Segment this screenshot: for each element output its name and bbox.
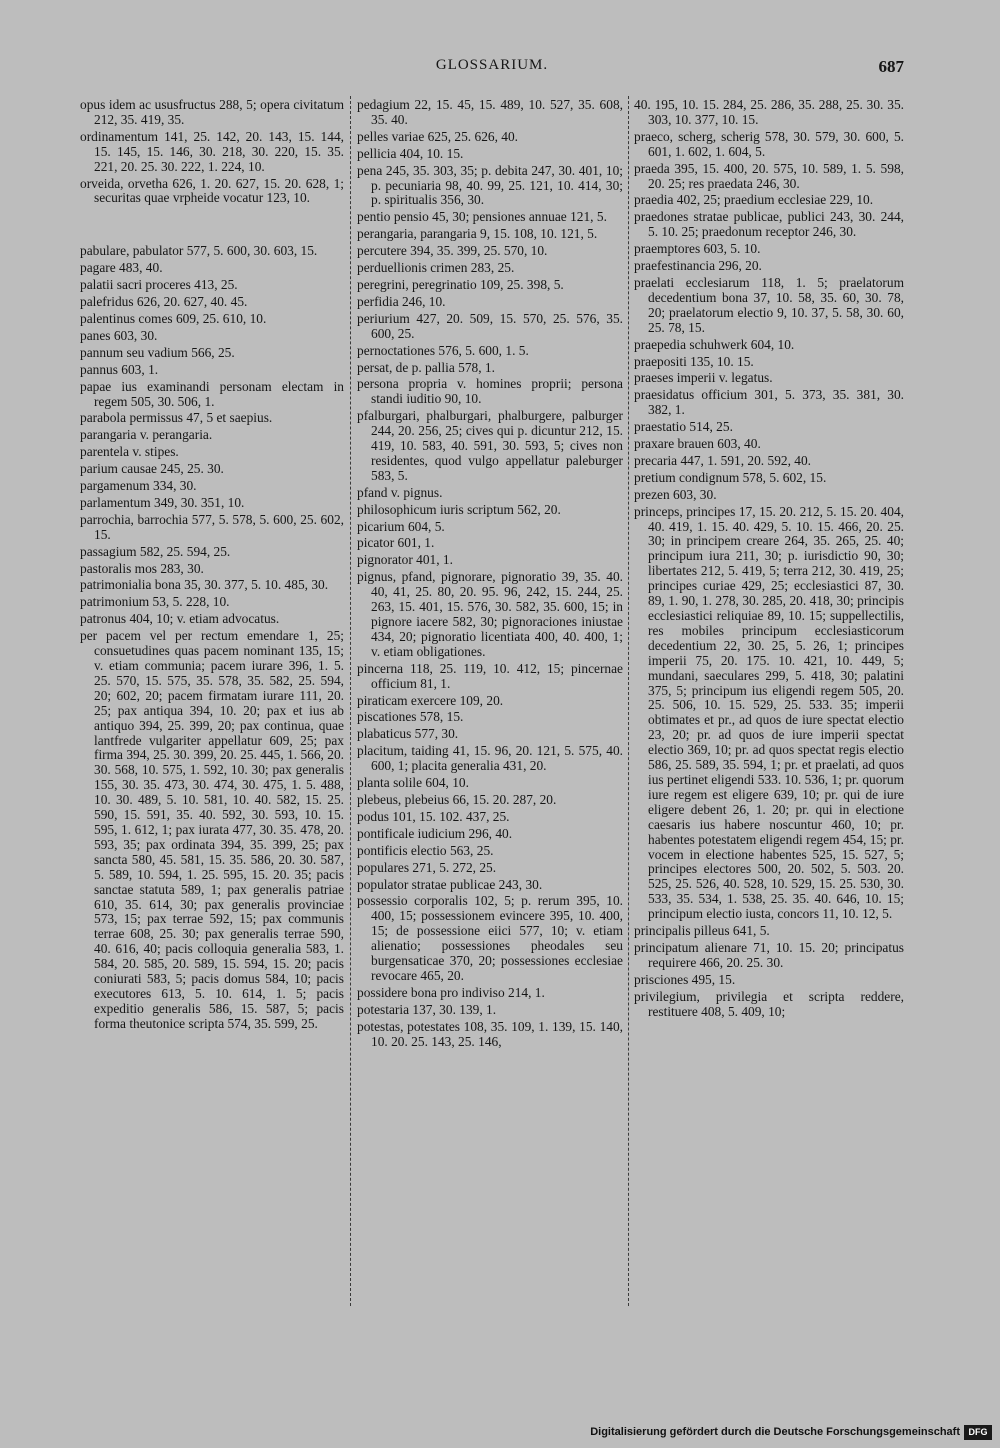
- glossary-column-3: [634, 98, 904, 1021]
- glossary-column-1: [80, 98, 344, 1034]
- glossary-entry: pena 245, 35. 303, 35; p. debita 247, 30. 401, 10; p. pecuniaria 98, 40. 99, 25. 121, 10. 414, 30; p. spiritualis 356, 30.: [357, 162, 623, 208]
- glossary-entry: pellicia 404, 10. 15.: [357, 145, 464, 161]
- glossary-entry: praedia 402, 25; praedium ecclesiae 229, 10.: [634, 192, 874, 208]
- glossary-entry: perfidia 246, 10.: [357, 293, 446, 309]
- glossary-entry: plebeus, plebeius 66, 15. 20. 287, 20.: [357, 791, 557, 807]
- glossary-entry: praemptores 603, 5. 10.: [634, 241, 761, 257]
- glossary-entry: praeda 395, 15. 400, 20. 575, 10. 589, 1. 5. 598, 20. 25; res praedata 246, 30.: [634, 160, 904, 191]
- glossary-entry: parlamentum 349, 30. 351, 10.: [80, 494, 245, 510]
- glossary-entry: praelati ecclesiarum 118, 1. 5; praelatorum decedentium bona 37, 10. 58, 35. 60, 30. 78, 20; praelatorum electio 9, 10. 37, 5. 58, 30. 60, 25. 78, 15.: [634, 274, 904, 335]
- glossary-entry: parrochia, barrochia 577, 5. 578, 5. 600, 25. 602, 15.: [80, 511, 344, 542]
- glossary-entry: possidere bona pro indiviso 214, 1.: [357, 984, 545, 1000]
- glossary-entry: pignus, pfand, pignorare, pignoratio 39, 35. 40. 40, 41, 25. 80, 20. 95. 96, 242, 15. 244, 25. 263, 15. 401, 15. 576, 30. 582, 35. 600, 15; in pignore iacere 582, 30; pignoraciones iniustae 434, 20; pignoratio licentiata 400, 40. 400, 1; v. etiam obligationes.: [357, 569, 623, 659]
- glossary-entry: planta solile 604, 10.: [357, 775, 469, 791]
- glossary-entry: pannus 603, 1.: [80, 361, 159, 377]
- glossary-entry: parangaria v. perangaria.: [80, 427, 213, 443]
- glossary-entry: passagium 582, 25. 594, 25.: [80, 543, 231, 559]
- glossary-entry: potestaria 137, 30. 139, 1.: [357, 1001, 497, 1017]
- glossary-entry: placitum, taiding 41, 15. 96, 20. 121, 5. 575, 40. 600, 1; placita generalia 431, 20.: [357, 743, 623, 774]
- glossary-entry: pincerna 118, 25. 119, 10. 412, 15; pincernae officium 81, 1.: [357, 660, 623, 691]
- glossary-entry: praepositi 135, 10. 15.: [634, 353, 754, 369]
- glossary-entry: podus 101, 15. 102. 437, 25.: [357, 808, 510, 824]
- glossary-entry: pelles variae 625, 25. 626, 40.: [357, 128, 519, 144]
- glossary-entry: 40. 195, 10. 15. 284, 25. 286, 35. 288, 25. 30. 35. 303, 10. 377, 10. 15.: [634, 97, 904, 127]
- glossary-entry: persat, de p. pallia 578, 1.: [357, 359, 495, 375]
- glossary-entry: parentela v. stipes.: [80, 444, 179, 460]
- glossary-entry: pastoralis mos 283, 30.: [80, 560, 204, 576]
- glossary-entry: picator 601, 1.: [357, 535, 435, 551]
- glossary-entry: philosophicum iuris scriptum 562, 20.: [357, 501, 561, 517]
- glossary-entry: pontificale iudicium 296, 40.: [357, 825, 513, 841]
- glossary-entry: ordinamentum 141, 25. 142, 20. 143, 15. 144, 15. 145, 15. 146, 30. 218, 30. 220, 15. 35. 221, 20. 25. 30. 222, 1. 224, 10.: [80, 128, 344, 174]
- glossary-entry: pabulare, pabulator 577, 5. 600, 30. 603, 15.: [80, 243, 318, 259]
- glossary-entry: perduellionis crimen 283, 25.: [357, 260, 515, 276]
- glossary-entry: praedones stratae publicae, publici 243, 30. 244, 5. 10. 25; praedonum receptor 246, 30.: [634, 209, 904, 240]
- glossary-entry: picarium 604, 5.: [357, 518, 445, 534]
- glossary-entry: possessio corporalis 102, 5; p. rerum 395, 10. 400, 15; possessionem evincere 395, 10. 400, 15; de possessione eiici 577, 10; v. etiam alienatio; possessiones pheodales seu burgensaticae 370, 20; possessiones ecclesiae revocare 465, 20.: [357, 893, 623, 983]
- glossary-entry: papae ius examinandi personam electam in regem 505, 30. 506, 1.: [80, 378, 344, 409]
- funding-note: Digitalisierung gefördert durch die Deutsche Forschungsgemeinschaft: [590, 1426, 960, 1438]
- glossary-entry: pagare 483, 40.: [80, 260, 163, 276]
- running-head: GLOSSARIUM.: [435, 57, 549, 73]
- glossary-entry: praxare brauen 603, 40.: [634, 436, 761, 452]
- page-header: [80, 57, 904, 83]
- glossary-entry: pedagium 22, 15. 45, 15. 489, 10. 527, 35. 608, 35. 40.: [357, 97, 623, 127]
- glossary-entry: praestatio 514, 25.: [634, 419, 733, 435]
- glossary-entry: percutere 394, 35. 399, 25. 570, 10.: [357, 243, 548, 259]
- glossary-entry: palefridus 626, 20. 627, 40. 45.: [80, 294, 248, 310]
- glossary-entry: principatum alienare 71, 10. 15. 20; principatus requirere 466, 20. 25. 30.: [634, 939, 904, 970]
- glossary-entry: princeps, principes 17, 15. 20. 212, 5. 15. 20. 404, 40. 419, 1. 15. 40. 429, 5. 10. 15. 466, 20. 25. 30; in principem creare 264, 35. 265, 25. 40; principum iura 211, 30; p. iurisdictio 90, 30; libertates 212, 5. 419, 5; terra 212, 30. 419, 25; principes curiae 429, 25; ecclesiastici 87, 30. 89, 1. 90, 1. 278, 30. 285, 20. 418, 30; principis ecclesiastici reliquiae 89, 10. 15; suppellectilis, res mobiles principum ecclesiasticorum decedentium 22, 30. 25, 5. 26, 1; principes imperii 75, 20. 175. 10. 421, 10. 449, 5; mundani, saeculares 299, 5. 418, 30; palatini 375, 5; principum ius eligendi regem 505, 20. 25. 506, 10. 15. 529, 25. 533. 35; imperii obtimates et pr., ad quos de iure spectat electio 23, 20; pr. ad quos de iure imperii spectat electio 369, 10; pr. ad quos spectat regis electio 586, 25. 589, 35. 594, 1; pr. et praelati, ad quos ius pertinet eligendi 533. 10. 536, 1; pr. quorum iure regem est eligere 639, 10; pr. qui de iure eligere debent 26, 1. 20; pr. qui in electione caesaris ius habere noscuntur 460, 10; pr. habentes potestatem eligendi regem 454, 15; pr. vocem in electione habentes 525, 15. 527, 5; principes electores 500, 20. 502, 5. 503. 20. 525, 25. 526, 40. 528, 10. 529, 15. 25. 530, 30. 533, 35. 534, 1. 538, 25. 35. 40. 646, 10. 15; principum electio iusta, concors 11, 10. 12, 5.: [634, 503, 904, 922]
- glossary-entry: precaria 447, 1. 591, 20. 592, 40.: [634, 452, 812, 468]
- glossary-entry: piscationes 578, 15.: [357, 709, 464, 725]
- glossary-entry: pfalburgari, phalburgari, phalburgere, palburger 244, 20. 256, 25; cives qui p. dicuntur 212, 15. 419, 10. 583, 40. 591, 30. 593, 5; cives non residentes, quod vulgo appellatur paleburger 583, 5.: [357, 408, 623, 483]
- glossary-entry: prisciones 495, 15.: [634, 971, 736, 987]
- glossary-entry: pontificis electio 563, 25.: [357, 842, 494, 858]
- glossary-entry: principalis pilleus 641, 5.: [634, 923, 770, 939]
- glossary-entry: potestas, potestates 108, 35. 109, 1. 139, 15. 140, 10. 20. 25. 143, 25. 146,: [357, 1018, 623, 1049]
- glossary-entry: patronus 404, 10; v. etiam advocatus.: [80, 611, 280, 627]
- glossary-entry: pfand v. pignus.: [357, 484, 443, 500]
- glossary-entry: populator stratae publicae 243, 30.: [357, 876, 543, 892]
- glossary-entry: pannum seu vadium 566, 25.: [80, 344, 235, 360]
- glossary-entry: praeco, scherg, scherig 578, 30. 579, 30. 600, 5. 601, 1. 602, 1. 604, 5.: [634, 128, 904, 159]
- page-number: 687: [878, 57, 904, 76]
- glossary-entry: praepedia schuhwerk 604, 10.: [634, 336, 795, 352]
- glossary-entry: per pacem vel per rectum emendare 1, 25; consuetudines quas pacem nominant 135, 15; v. etiam communia; pacem iurare 396, 1. 5. 25. 570, 15. 575, 35. 578, 35. 582, 25. 594, 20; 602, 20; pacem firmatam iurare 111, 20. 25; pax antiqua 394, 10. 20; pax et ius ab antiquo 394, 25. 399, 20; pax continua, quae lantfrede vulgariter appellatur 609, 25; pax firma 394, 25. 30. 399, 20. 25. 445, 1. 566, 20. 30. 568, 10. 575, 1. 592, 10. 30; pax generalis 155, 30. 35. 473, 30. 474, 30. 475, 1. 5. 488, 10. 30. 489, 5. 10. 581, 10. 40. 582, 15. 25. 590, 15. 591, 35. 40. 592, 30. 593, 10. 15. 595, 1. 612, 1; pax iurata 477, 30. 35. 478, 20. 593, 35; pax ordinata 394, 35. 399, 25; pax sancta 580, 45. 581, 15. 35. 586, 20. 30. 587, 5. 589, 10. 594, 1. 25. 595, 15. 20. 35; pacis sanctae statuta 589, 1; pax generalis patriae 610, 35. 614, 30; pax generalis provinciae 573, 15; pax terrae 592, 15; pax communis terrae 608, 25. 30; pax generalis terrae 590, 40. 616, 40; pacis colloquia generalia 583, 1. 584, 20. 585, 20. 589, 15. 594, 15. 20; pacis coniurati 583, 5; pacis domus 584, 10; pacis executores 613, 5. 10. 614, 1. 5; pacis expeditio generalis 586, 15. 587, 5; pacis forma theutonice scripta 574, 35. 599, 25.: [80, 628, 344, 1031]
- glossary-entry: perangaria, parangaria 9, 15. 108, 10. 121, 5.: [357, 226, 598, 242]
- glossary-entry: praefestinancia 296, 20.: [634, 258, 762, 274]
- page-footer: [0, 1422, 1000, 1444]
- glossary-entry: panes 603, 30.: [80, 327, 158, 343]
- glossary-entry: persona propria v. homines proprii; persona standi iuditio 90, 10.: [357, 376, 623, 407]
- glossary-entry: pernoctationes 576, 5. 600, 1. 5.: [357, 342, 529, 358]
- glossary-entry: parabola permissus 47, 5 et saepius.: [80, 410, 273, 426]
- glossary-entry: palatii sacri proceres 413, 25.: [80, 277, 238, 293]
- glossary-entry: opus idem ac ususfructus 288, 5; opera civitatum 212, 35. 419, 35.: [80, 97, 344, 127]
- glossary-entry: pargamenum 334, 30.: [80, 478, 197, 494]
- column-divider: [628, 96, 629, 1306]
- glossary-entry: populares 271, 5. 272, 25.: [357, 859, 497, 875]
- glossary-entry: patrimonium 53, 5. 228, 10.: [80, 594, 230, 610]
- glossary-entry: prezen 603, 30.: [634, 486, 717, 502]
- glossary-entry: praeses imperii v. legatus.: [634, 370, 773, 386]
- glossary-column-2: [357, 98, 623, 1051]
- glossary-entry: parium causae 245, 25. 30.: [80, 461, 224, 477]
- glossary-entry: pignorator 401, 1.: [357, 552, 453, 568]
- column-divider: [350, 96, 351, 1306]
- glossary-entry: patrimonialia bona 35, 30. 377, 5. 10. 485, 30.: [80, 577, 329, 593]
- glossary-entry: orveida, orvetha 626, 1. 20. 627, 15. 20. 628, 1; securitas quae vrpheide vocatur 123, 10.: [80, 175, 344, 206]
- glossary-entry: periurium 427, 20. 509, 15. 570, 25. 576, 35. 600, 25.: [357, 310, 623, 341]
- glossary-entry: palentinus comes 609, 25. 610, 10.: [80, 310, 267, 326]
- glossary-entry: peregrini, peregrinatio 109, 25. 398, 5.: [357, 276, 564, 292]
- glossary-entry: plabaticus 577, 30.: [357, 726, 459, 742]
- glossary-entry: pentio pensio 45, 30; pensiones annuae 121, 5.: [357, 209, 607, 225]
- glossary-entry: piraticam exercere 109, 20.: [357, 692, 504, 708]
- glossary-entry: privilegium, privilegia et scripta reddere, restituere 408, 5. 409, 10;: [634, 988, 904, 1019]
- dfg-logo: DFG: [964, 1425, 992, 1440]
- glossary-entry: pretium condignum 578, 5. 602, 15.: [634, 469, 827, 485]
- glossary-entry: [80, 208, 344, 242]
- glossary-entry: praesidatus officium 301, 5. 373, 35. 381, 30. 382, 1.: [634, 387, 904, 418]
